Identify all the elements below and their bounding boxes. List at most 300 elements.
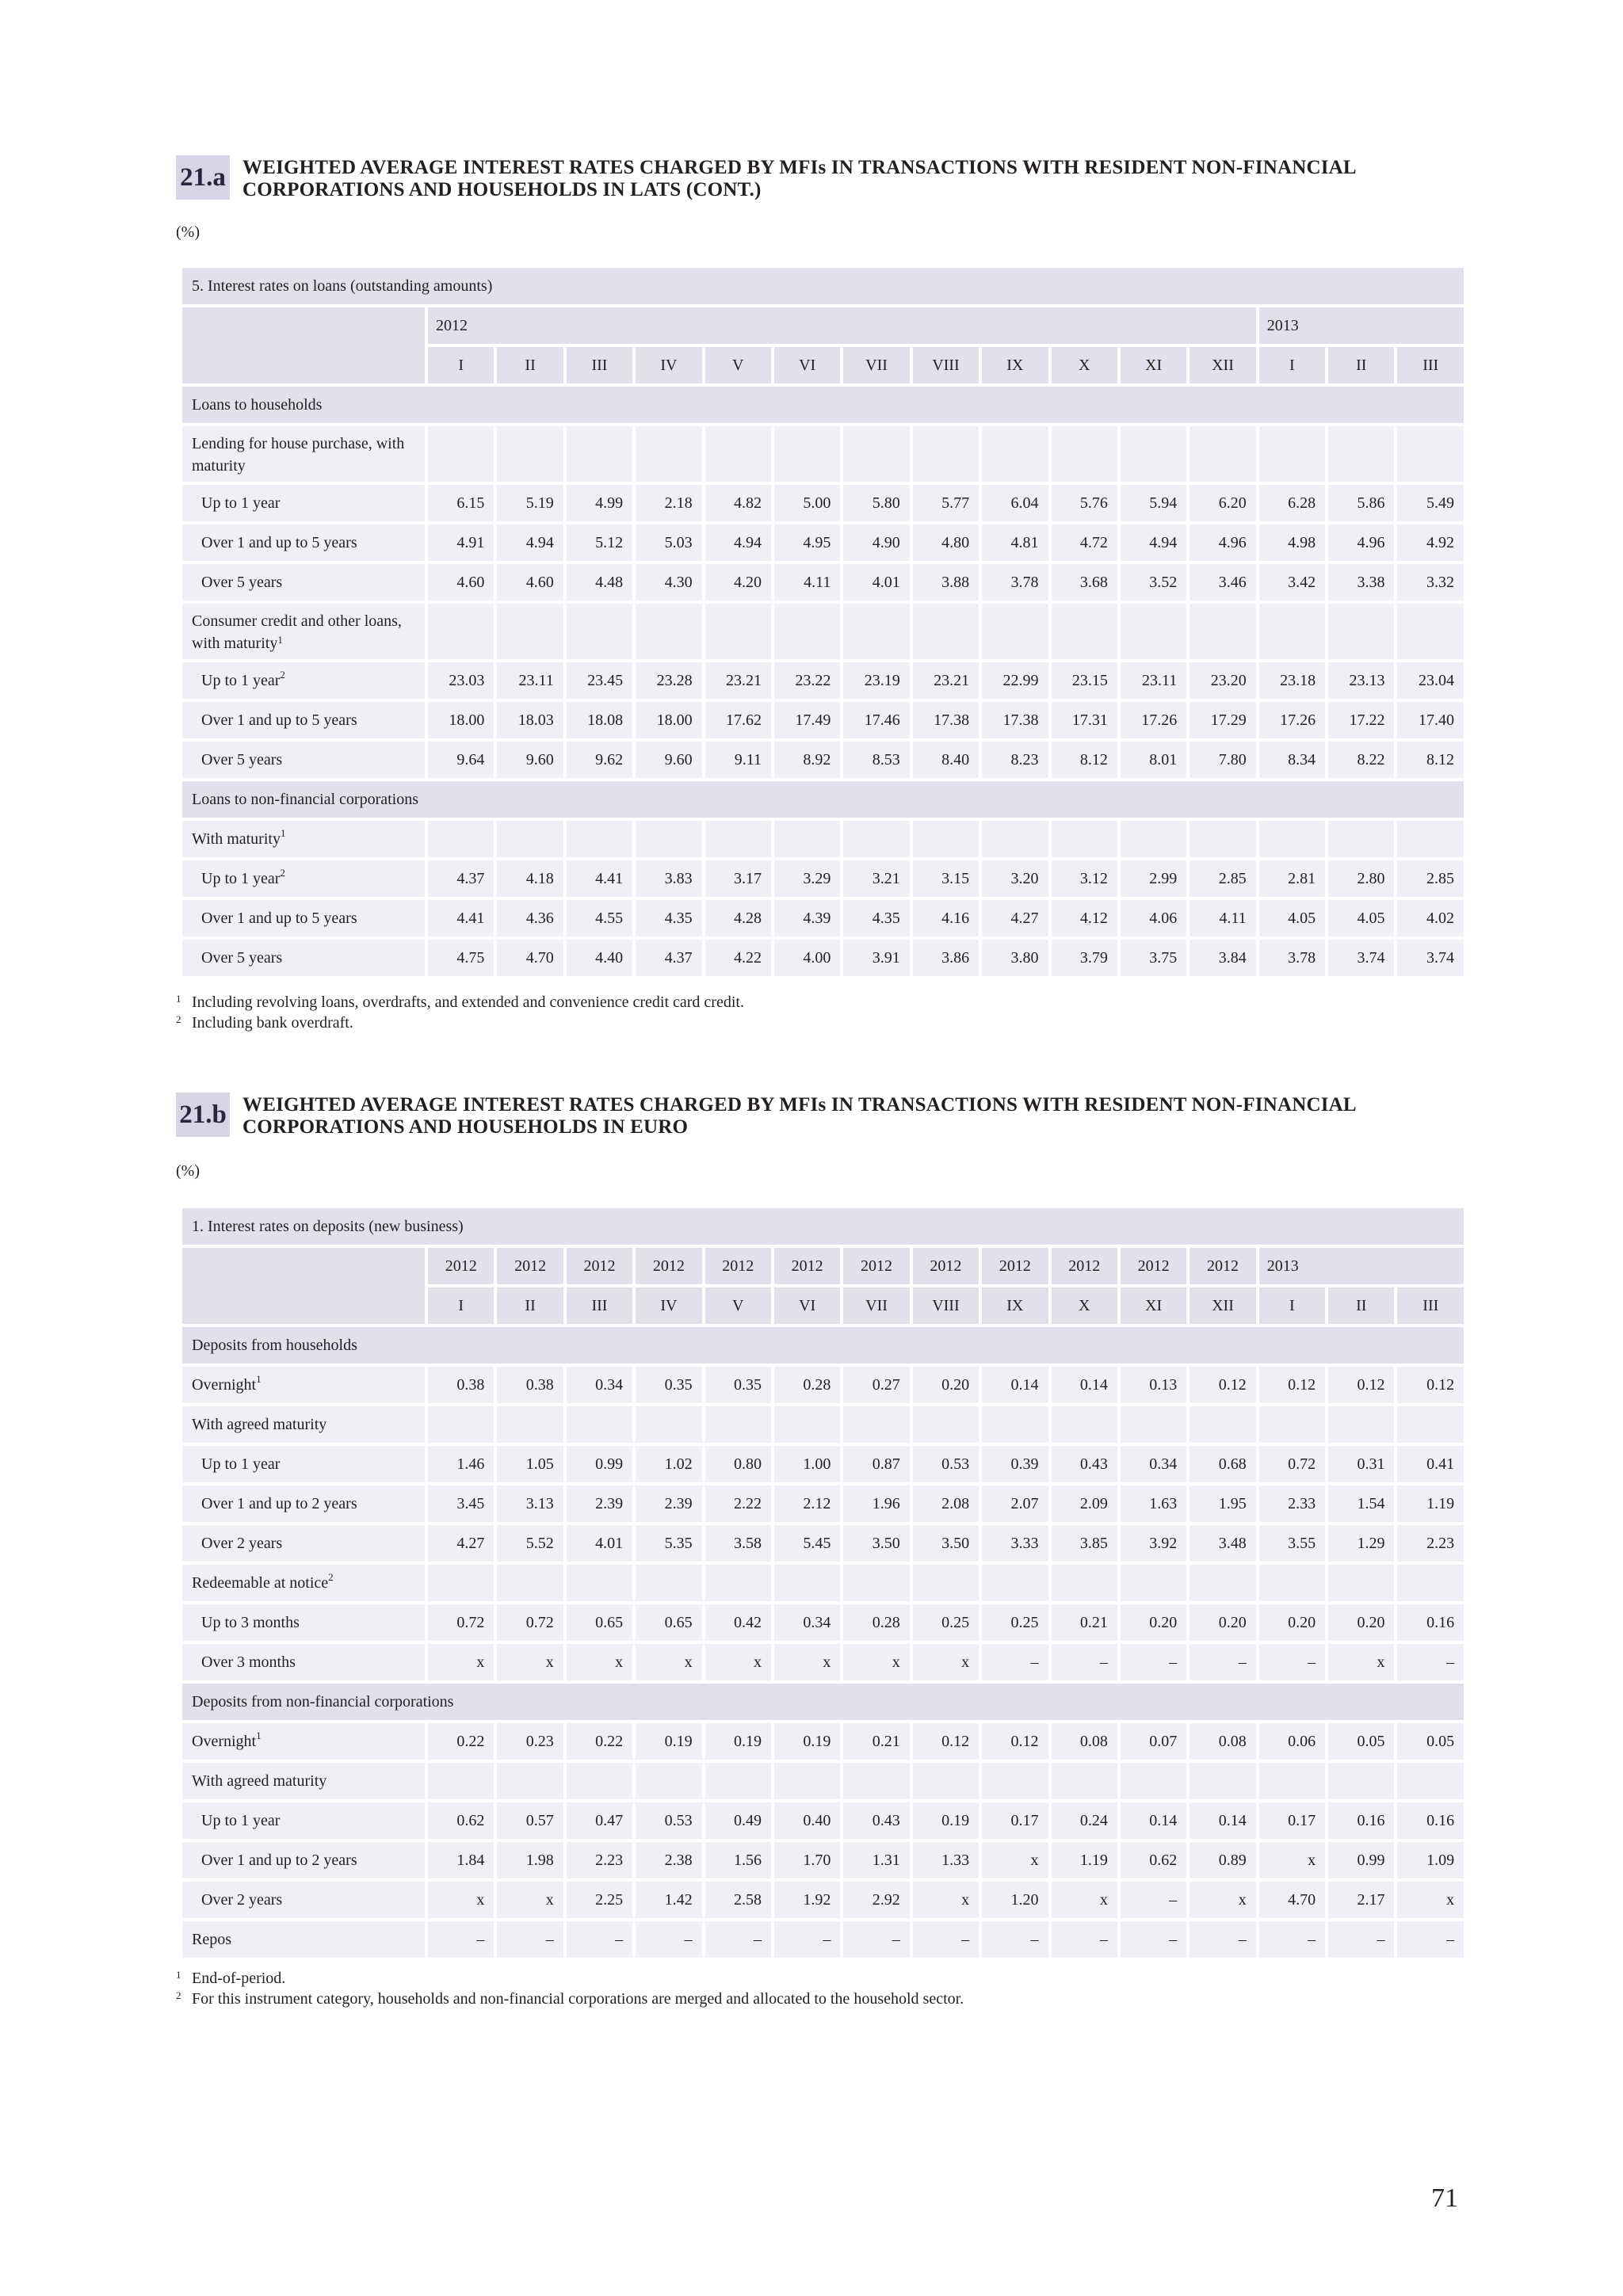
value-cell: 0.08	[1190, 1723, 1255, 1760]
value-cell: 3.58	[705, 1525, 771, 1562]
row-label: Up to 1 year	[182, 485, 425, 521]
table-row	[182, 1802, 1464, 1839]
value-cell: 4.48	[567, 564, 632, 601]
value-cell: 0.28	[774, 1367, 840, 1403]
empty-cell	[774, 604, 840, 659]
empty-cell	[913, 426, 979, 482]
empty-cell	[567, 821, 632, 857]
empty-cell	[1052, 1565, 1117, 1601]
table-row	[182, 1406, 1464, 1443]
value-cell: 23.15	[1052, 662, 1117, 699]
value-cell: –	[1259, 1644, 1325, 1680]
footnote-text: For this instrument category, households and non-financial corporations are merged and allocated to the household sector.	[192, 1990, 964, 2008]
value-cell: 0.21	[843, 1723, 909, 1760]
value-cell: 4.55	[567, 900, 632, 936]
value-cell: 3.33	[982, 1525, 1048, 1562]
footnote-number: 2	[176, 1989, 181, 2001]
value-cell: 5.45	[774, 1525, 840, 1562]
table-row	[182, 604, 1464, 659]
footnote	[176, 992, 744, 1013]
value-cell: 3.13	[497, 1486, 563, 1522]
value-cell: 4.11	[1190, 900, 1255, 936]
value-cell: –	[982, 1921, 1048, 1958]
value-cell: 0.65	[567, 1604, 632, 1641]
value-cell: 1.19	[1397, 1486, 1464, 1522]
value-cell: 0.68	[1190, 1446, 1255, 1482]
year-header: 2012	[843, 1248, 909, 1284]
empty-cell	[843, 1565, 909, 1601]
value-cell: 23.18	[1259, 662, 1325, 699]
value-cell: x	[1328, 1644, 1394, 1680]
value-cell: 4.81	[982, 524, 1048, 561]
value-cell: 4.27	[428, 1525, 494, 1562]
month-header: X	[1052, 1287, 1117, 1324]
value-cell: 8.01	[1121, 742, 1186, 778]
value-cell: 0.27	[843, 1367, 909, 1403]
month-header: IX	[982, 1287, 1048, 1324]
empty-cell	[1328, 604, 1394, 659]
value-cell: 4.20	[705, 564, 771, 601]
value-cell: 23.28	[636, 662, 701, 699]
footnotes	[176, 1968, 964, 2009]
value-cell: 17.29	[1190, 702, 1255, 738]
value-cell: 0.16	[1397, 1604, 1464, 1641]
value-cell: –	[913, 1921, 979, 1958]
empty-cell	[636, 426, 701, 482]
table-row	[182, 564, 1464, 601]
value-cell: 2.23	[567, 1842, 632, 1878]
empty-cell	[705, 604, 771, 659]
value-cell: 2.38	[636, 1842, 701, 1878]
value-cell: 2.12	[774, 1486, 840, 1522]
value-cell: 0.72	[497, 1604, 563, 1641]
month-header: III	[567, 347, 632, 383]
row-label: Over 3 months	[182, 1644, 425, 1680]
row-label: Up to 3 months	[182, 1604, 425, 1641]
empty-cell	[1397, 1406, 1464, 1443]
value-cell: 4.30	[636, 564, 701, 601]
value-cell: 0.19	[913, 1802, 979, 1839]
value-cell: 18.08	[567, 702, 632, 738]
month-header: II	[1328, 347, 1394, 383]
value-cell: 2.23	[1397, 1525, 1464, 1562]
empty-cell	[1190, 1763, 1255, 1799]
value-cell: 4.37	[636, 940, 701, 976]
value-cell: 2.09	[1052, 1486, 1117, 1522]
section-header	[176, 1093, 1457, 1148]
table-row	[182, 524, 1464, 561]
row-label: Over 5 years	[182, 940, 425, 976]
value-cell: 0.14	[1052, 1367, 1117, 1403]
value-cell: 5.00	[774, 485, 840, 521]
table-row	[182, 1486, 1464, 1522]
table-row	[182, 1604, 1464, 1641]
row-label: Repos	[182, 1921, 425, 1958]
value-cell: 0.34	[567, 1367, 632, 1403]
value-cell: x	[913, 1882, 979, 1918]
empty-cell	[982, 426, 1048, 482]
header-blank	[182, 307, 425, 383]
value-cell: 0.19	[705, 1723, 771, 1760]
empty-cell	[913, 821, 979, 857]
value-cell: 1.19	[1052, 1842, 1117, 1878]
value-cell: 2.07	[982, 1486, 1048, 1522]
value-cell: 4.70	[497, 940, 563, 976]
month-header: IX	[982, 347, 1048, 383]
value-cell: –	[1052, 1921, 1117, 1958]
footnote-text: End-of-period.	[192, 1970, 286, 1987]
row-label: With maturity$^1$	[182, 821, 425, 857]
section-header	[176, 155, 1457, 211]
empty-cell	[428, 1763, 494, 1799]
value-cell: 0.23	[497, 1723, 563, 1760]
value-cell: 4.91	[428, 524, 494, 561]
value-cell: –	[428, 1921, 494, 1958]
group-header: Deposits from non-financial corporations	[182, 1684, 1464, 1720]
value-cell: 8.34	[1259, 742, 1325, 778]
empty-cell	[774, 1406, 840, 1443]
year-header: 2012	[913, 1248, 979, 1284]
value-cell: 0.53	[913, 1446, 979, 1482]
row-label: With agreed maturity	[182, 1406, 425, 1443]
value-cell: 1.56	[705, 1842, 771, 1878]
unit-label: (%)	[176, 1162, 200, 1180]
value-cell: 0.31	[1328, 1446, 1394, 1482]
value-cell: x	[774, 1644, 840, 1680]
year-header: 2013	[1259, 1248, 1464, 1284]
row-label: Up to 1 year$^2$	[182, 662, 425, 699]
month-header: I	[1259, 347, 1325, 383]
value-cell: 2.39	[567, 1486, 632, 1522]
value-cell: 0.89	[1190, 1842, 1255, 1878]
value-cell: 4.01	[843, 564, 909, 601]
row-label: Over 5 years	[182, 564, 425, 601]
month-header: III	[1397, 1287, 1464, 1324]
value-cell: –	[567, 1921, 632, 1958]
value-cell: 5.49	[1397, 485, 1464, 521]
empty-cell	[913, 1406, 979, 1443]
value-cell: 1.20	[982, 1882, 1048, 1918]
value-cell: 3.45	[428, 1486, 494, 1522]
empty-cell	[1190, 426, 1255, 482]
empty-cell	[1121, 821, 1186, 857]
value-cell: 9.60	[497, 742, 563, 778]
value-cell: 3.38	[1328, 564, 1394, 601]
value-cell: 0.42	[705, 1604, 771, 1641]
value-cell: 3.74	[1328, 940, 1394, 976]
value-cell: 3.85	[1052, 1525, 1117, 1562]
empty-cell	[567, 1406, 632, 1443]
value-cell: x	[1190, 1882, 1255, 1918]
value-cell: 0.12	[1190, 1367, 1255, 1403]
table-row	[182, 1644, 1464, 1680]
value-cell: 2.92	[843, 1882, 909, 1918]
value-cell: 4.39	[774, 900, 840, 936]
month-header: II	[1328, 1287, 1394, 1324]
value-cell: –	[1397, 1921, 1464, 1958]
value-cell: 3.80	[982, 940, 1048, 976]
year-header: 2012	[1121, 1248, 1186, 1284]
table-row	[182, 1446, 1464, 1482]
section-21a	[176, 155, 1457, 1032]
footnote-marker: 2	[280, 668, 285, 681]
footnote-marker: 1	[256, 1729, 262, 1741]
empty-cell	[497, 821, 563, 857]
row-label: Over 1 and up to 2 years	[182, 1842, 425, 1878]
value-cell: 0.49	[705, 1802, 771, 1839]
value-cell: 0.80	[705, 1446, 771, 1482]
value-cell: 0.43	[1052, 1446, 1117, 1482]
month-header: X	[1052, 347, 1117, 383]
row-label: Overnight$^1$	[182, 1367, 425, 1403]
group-header: Loans to non-financial corporations	[182, 781, 1464, 818]
value-cell: –	[774, 1921, 840, 1958]
value-cell: 8.22	[1328, 742, 1394, 778]
value-cell: 18.03	[497, 702, 563, 738]
value-cell: 3.68	[1052, 564, 1117, 601]
empty-cell	[843, 821, 909, 857]
row-label: Over 1 and up to 2 years	[182, 1486, 425, 1522]
month-header: VII	[843, 1287, 909, 1324]
value-cell: 3.91	[843, 940, 909, 976]
month-header: VI	[774, 347, 840, 383]
value-cell: 0.34	[1121, 1446, 1186, 1482]
empty-cell	[1259, 1565, 1325, 1601]
empty-cell	[774, 821, 840, 857]
table-row	[182, 742, 1464, 778]
value-cell: 3.42	[1259, 564, 1325, 601]
value-cell: 1.09	[1397, 1842, 1464, 1878]
value-cell: 4.60	[428, 564, 494, 601]
value-cell: 17.49	[774, 702, 840, 738]
empty-cell	[1052, 426, 1117, 482]
value-cell: 1.98	[497, 1842, 563, 1878]
empty-cell	[913, 1565, 979, 1601]
value-cell: x	[1259, 1842, 1325, 1878]
value-cell: 0.20	[1190, 1604, 1255, 1641]
value-cell: 4.99	[567, 485, 632, 521]
row-label: Redeemable at notice$^2$	[182, 1565, 425, 1601]
empty-cell	[705, 1406, 771, 1443]
value-cell: 3.52	[1121, 564, 1186, 601]
value-cell: 0.40	[774, 1802, 840, 1839]
empty-cell	[1259, 426, 1325, 482]
empty-cell	[1328, 1763, 1394, 1799]
value-cell: 0.20	[1328, 1604, 1394, 1641]
value-cell: 4.60	[497, 564, 563, 601]
empty-cell	[428, 1406, 494, 1443]
value-cell: 17.22	[1328, 702, 1394, 738]
footnote-text: Including bank overdraft.	[192, 1014, 353, 1032]
value-cell: 1.70	[774, 1842, 840, 1878]
value-cell: 2.18	[636, 485, 701, 521]
table-row	[182, 1208, 1464, 1245]
empty-cell	[1259, 821, 1325, 857]
month-header: XI	[1121, 1287, 1186, 1324]
value-cell: 3.86	[913, 940, 979, 976]
value-cell: x	[982, 1842, 1048, 1878]
year-header: 2012	[428, 307, 1256, 344]
value-cell: 23.45	[567, 662, 632, 699]
value-cell: 0.05	[1397, 1723, 1464, 1760]
value-cell: 3.12	[1052, 860, 1117, 897]
value-cell: 6.04	[982, 485, 1048, 521]
row-label: Over 1 and up to 5 years	[182, 702, 425, 738]
value-cell: 6.28	[1259, 485, 1325, 521]
month-header: I	[428, 347, 494, 383]
value-cell: 8.12	[1052, 742, 1117, 778]
value-cell: 4.96	[1190, 524, 1255, 561]
value-cell: 0.06	[1259, 1723, 1325, 1760]
value-cell: 0.53	[636, 1802, 701, 1839]
row-label: Lending for house purchase, with maturity	[182, 426, 425, 482]
section-code: 21.b	[176, 1093, 230, 1137]
value-cell: –	[1328, 1921, 1394, 1958]
value-cell: 23.19	[843, 662, 909, 699]
value-cell: 1.95	[1190, 1486, 1255, 1522]
row-label: With agreed maturity	[182, 1763, 425, 1799]
value-cell: 0.20	[1259, 1604, 1325, 1641]
value-cell: 0.14	[982, 1367, 1048, 1403]
empty-cell	[1397, 604, 1464, 659]
value-cell: 2.99	[1121, 860, 1186, 897]
value-cell: –	[705, 1921, 771, 1958]
empty-cell	[1121, 1763, 1186, 1799]
value-cell: 3.78	[1259, 940, 1325, 976]
unit-label: (%)	[176, 223, 200, 241]
value-cell: 3.88	[913, 564, 979, 601]
value-cell: 5.19	[497, 485, 563, 521]
year-header: 2012	[636, 1248, 701, 1284]
month-header: VIII	[913, 347, 979, 383]
value-cell: 5.03	[636, 524, 701, 561]
value-cell: 4.00	[774, 940, 840, 976]
value-cell: 0.99	[1328, 1842, 1394, 1878]
empty-cell	[705, 426, 771, 482]
empty-cell	[497, 426, 563, 482]
value-cell: 1.02	[636, 1446, 701, 1482]
value-cell: 3.15	[913, 860, 979, 897]
table-row	[182, 702, 1464, 738]
empty-cell	[982, 1406, 1048, 1443]
row-label: Over 1 and up to 5 years	[182, 900, 425, 936]
empty-cell	[428, 1565, 494, 1601]
value-cell: 4.01	[567, 1525, 632, 1562]
group-header: Loans to households	[182, 387, 1464, 423]
value-cell: 3.78	[982, 564, 1048, 601]
empty-cell	[1397, 821, 1464, 857]
value-cell: 0.12	[1328, 1367, 1394, 1403]
table-row	[182, 781, 1464, 818]
value-cell: 2.17	[1328, 1882, 1394, 1918]
table-row	[182, 940, 1464, 976]
empty-cell	[497, 1406, 563, 1443]
footnote-marker: 2	[280, 866, 285, 879]
value-cell: 3.74	[1397, 940, 1464, 976]
value-cell: –	[636, 1921, 701, 1958]
value-cell: 1.96	[843, 1486, 909, 1522]
empty-cell	[1121, 1406, 1186, 1443]
empty-cell	[1190, 821, 1255, 857]
value-cell: 0.65	[636, 1604, 701, 1641]
value-cell: 8.12	[1397, 742, 1464, 778]
empty-cell	[1259, 1406, 1325, 1443]
value-cell: 0.24	[1052, 1802, 1117, 1839]
value-cell: –	[1121, 1882, 1186, 1918]
value-cell: x	[636, 1644, 701, 1680]
value-cell: 4.41	[428, 900, 494, 936]
value-cell: 4.35	[843, 900, 909, 936]
empty-cell	[705, 1565, 771, 1601]
empty-cell	[843, 604, 909, 659]
value-cell: 3.50	[913, 1525, 979, 1562]
value-cell: 5.12	[567, 524, 632, 561]
empty-cell	[1190, 1406, 1255, 1443]
value-cell: 0.12	[1259, 1367, 1325, 1403]
empty-cell	[428, 604, 494, 659]
value-cell: 4.16	[913, 900, 979, 936]
footnote-number: 1	[176, 993, 181, 1005]
empty-cell	[913, 604, 979, 659]
empty-cell	[982, 1565, 1048, 1601]
value-cell: 4.37	[428, 860, 494, 897]
empty-cell	[1259, 604, 1325, 659]
empty-cell	[1052, 1406, 1117, 1443]
section-code: 21.a	[176, 155, 230, 200]
value-cell: 0.72	[428, 1604, 494, 1641]
value-cell: 23.11	[497, 662, 563, 699]
value-cell: 18.00	[636, 702, 701, 738]
value-cell: 23.11	[1121, 662, 1186, 699]
value-cell: 9.60	[636, 742, 701, 778]
value-cell: 3.48	[1190, 1525, 1255, 1562]
footnotes	[176, 992, 744, 1033]
section-title: WEIGHTED AVERAGE INTEREST RATES CHARGED BY MFIs IN TRANSACTIONS WITH RESIDENT NON-FINANCIAL CORPORATIONS AND HOUSEHOLDS IN LATS (CONT.)	[242, 157, 1356, 200]
month-header: I	[428, 1287, 494, 1324]
table-row	[182, 1525, 1464, 1562]
value-cell: 23.20	[1190, 662, 1255, 699]
value-cell: 9.62	[567, 742, 632, 778]
value-cell: 2.25	[567, 1882, 632, 1918]
footnote-marker: 1	[280, 826, 286, 839]
value-cell: 2.85	[1397, 860, 1464, 897]
page-number: 71	[1431, 2183, 1458, 2213]
value-cell: x	[1397, 1882, 1464, 1918]
value-cell: 3.21	[843, 860, 909, 897]
value-cell: 6.15	[428, 485, 494, 521]
value-cell: 0.41	[1397, 1446, 1464, 1482]
row-label: Over 2 years	[182, 1525, 425, 1562]
value-cell: 0.87	[843, 1446, 909, 1482]
year-header-row	[182, 307, 1464, 344]
value-cell: x	[497, 1644, 563, 1680]
empty-cell	[843, 1406, 909, 1443]
value-cell: 3.55	[1259, 1525, 1325, 1562]
value-cell: 0.62	[1121, 1842, 1186, 1878]
footnote	[176, 1968, 964, 1989]
section-title: WEIGHTED AVERAGE INTEREST RATES CHARGED BY MFIs IN TRANSACTIONS WITH RESIDENT NON-FINANCIAL CORPORATIONS AND HOUSEHOLDS IN EURO	[242, 1094, 1356, 1138]
footnote-number: 1	[176, 1969, 181, 1981]
value-cell: 0.99	[567, 1446, 632, 1482]
value-cell: 23.13	[1328, 662, 1394, 699]
value-cell: 2.33	[1259, 1486, 1325, 1522]
table-row	[182, 662, 1464, 699]
table-row	[182, 821, 1464, 857]
value-cell: 4.94	[1121, 524, 1186, 561]
value-cell: 2.80	[1328, 860, 1394, 897]
table-row	[182, 1565, 1464, 1601]
year-header: 2012	[705, 1248, 771, 1284]
